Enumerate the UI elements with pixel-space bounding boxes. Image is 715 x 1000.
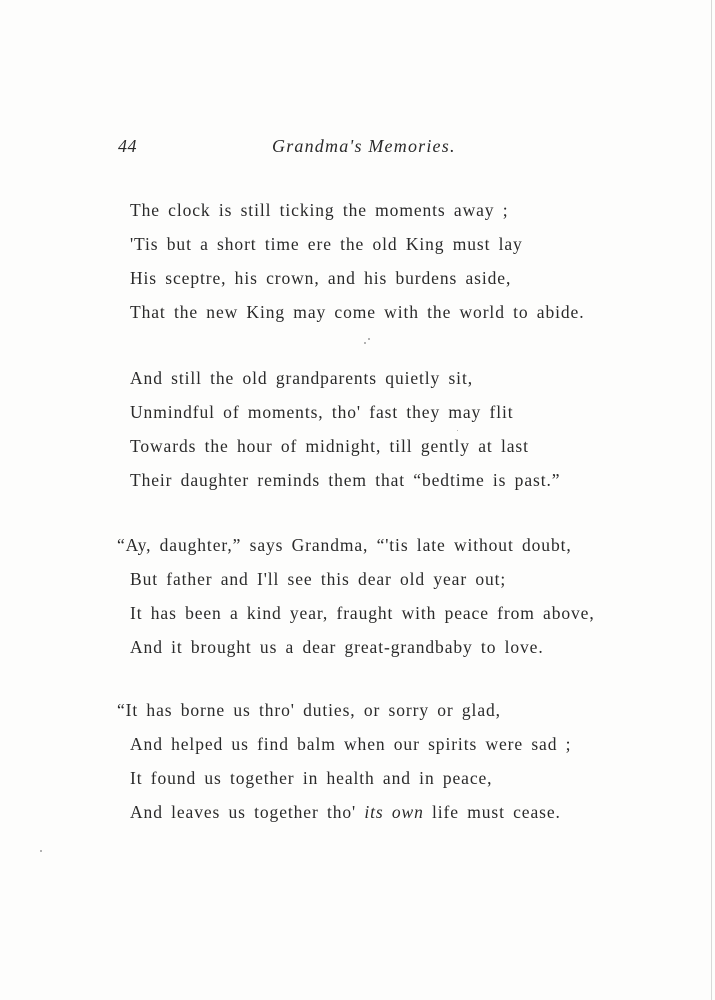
verse-line: And helped us find balm when our spirits were sad ; (130, 734, 572, 754)
verse-line: Unmindful of moments, tho' fast they may flit (130, 402, 514, 422)
verse-line: It has been a kind year, fraught with peace from above, (130, 603, 595, 623)
verse-line: The clock is still ticking the moments away ; (130, 200, 509, 220)
verse-line: That the new King may come with the world to abide. (130, 302, 585, 322)
verse-line: 'Tis but a short time ere the old King must lay (130, 234, 523, 254)
verse-line: “Ay, daughter,” says Grandma, “'tis late without doubt, (117, 535, 572, 555)
page-number: 44 (118, 136, 137, 156)
verse-line: But father and I'll see this dear old year out; (130, 569, 507, 589)
verse-line: It found us together in health and in peace, (130, 768, 493, 788)
verse-line: Towards the hour of midnight, till gently at last (130, 436, 529, 456)
verse-line: And it brought us a dear great-grandbaby to love. (130, 637, 544, 657)
verse-line: His sceptre, his crown, and his burdens aside, (130, 268, 512, 288)
verse-text: life must cease. (423, 802, 561, 822)
verse-italic-text: its own (364, 802, 424, 822)
verse-line: And still the old grandparents quietly sit, (130, 368, 473, 388)
paper-speck (40, 850, 42, 852)
paper-speck (368, 338, 370, 340)
verse-line: Their daughter reminds them that “bedtime is past.” (130, 470, 561, 490)
verse-line-last (130, 802, 561, 822)
page-header (0, 136, 715, 162)
paper-speck (457, 430, 458, 431)
verse-text: And leaves us together tho' (130, 802, 365, 822)
running-title: Grandma's Memories. (272, 136, 456, 156)
paper-speck (364, 342, 366, 344)
verse-line: “It has borne us thro' duties, or sorry or glad, (117, 700, 501, 720)
